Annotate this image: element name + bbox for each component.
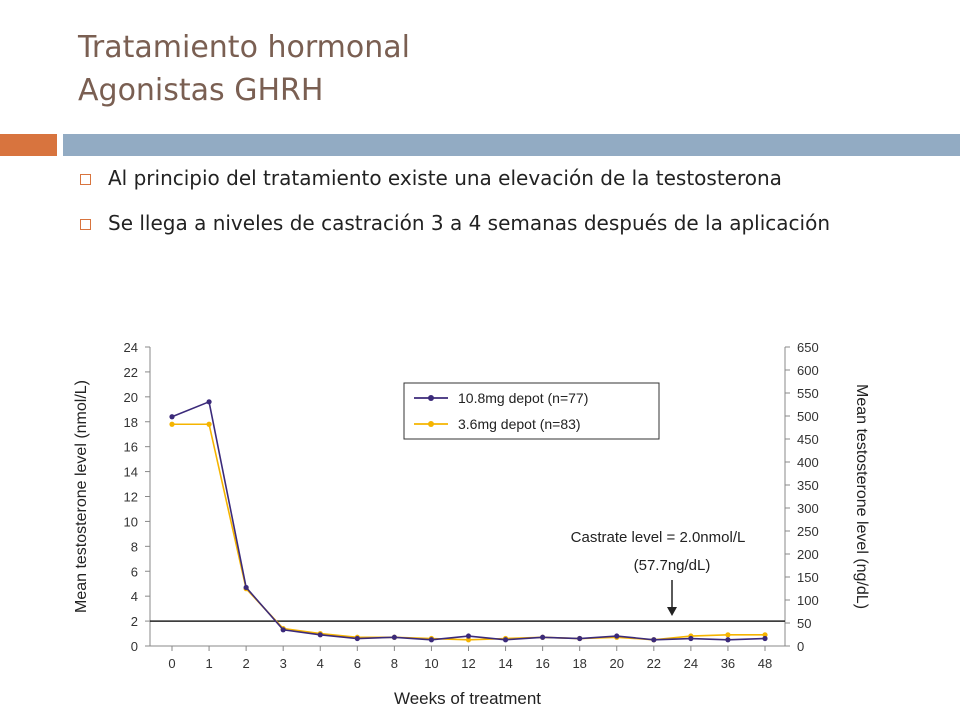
legend-entry-label: 10.8mg depot (n=77): [458, 390, 589, 406]
x-tick-label: 24: [683, 656, 699, 671]
right-tick-label: 500: [797, 409, 819, 424]
right-tick-label: 450: [797, 432, 819, 447]
data-point: [614, 633, 619, 638]
x-tick-label: 14: [498, 656, 513, 671]
x-tick-label: 3: [279, 656, 287, 671]
slide-title: [78, 26, 410, 112]
x-tick-label: 36: [720, 656, 736, 671]
accent-band-blue: [63, 134, 960, 156]
left-tick-label: 8: [130, 539, 138, 555]
right-tick-label: 600: [797, 363, 819, 378]
x-tick-label: 2: [242, 656, 250, 671]
data-point: [725, 632, 730, 637]
x-tick-label: 20: [609, 656, 624, 671]
x-tick-label: 1: [205, 656, 213, 671]
x-tick-label: 8: [390, 656, 398, 671]
left-tick-label: 4: [130, 589, 138, 605]
legend-swatch-marker: [428, 421, 434, 427]
x-tick-label: 0: [168, 656, 176, 671]
data-point: [466, 633, 471, 638]
square-bullet-icon: [80, 219, 91, 230]
data-point: [429, 637, 434, 642]
data-point: [206, 399, 211, 404]
right-tick-label: 100: [797, 593, 819, 608]
left-tick-label: 10: [123, 514, 138, 530]
left-tick-label: 12: [123, 489, 138, 505]
right-tick-label: 400: [797, 455, 819, 470]
bullet-item: [78, 162, 938, 195]
testosterone-chart: [0, 330, 960, 720]
right-tick-label: 650: [797, 340, 819, 355]
right-tick-label: 150: [797, 570, 819, 585]
data-point: [688, 636, 693, 641]
data-point: [725, 637, 730, 642]
left-tick-label: 18: [123, 414, 138, 430]
bullet-text: Se llega a niveles de castración 3 a 4 semanas después de la aplicación: [108, 211, 831, 235]
legend-entry-label: 3.6mg depot (n=83): [458, 416, 581, 432]
data-point: [206, 422, 211, 427]
square-bullet-icon: [80, 174, 91, 185]
data-point: [651, 637, 656, 642]
castrate-annotation-line1: Castrate level = 2.0nmol/L: [570, 529, 746, 546]
right-axis-title: Mean testosterone level (ng/dL): [853, 383, 870, 610]
right-tick-label: 250: [797, 524, 819, 539]
left-tick-label: 0: [130, 639, 138, 654]
x-tick-label: 12: [461, 656, 476, 671]
x-tick-label: 16: [535, 656, 550, 671]
data-point: [318, 632, 323, 637]
data-point: [281, 627, 286, 632]
title-line-2: Agonistas GHRH: [78, 73, 324, 108]
bullet-text: Al principio del tratamiento existe una elevación de la testosterona: [108, 166, 782, 190]
data-point: [503, 637, 508, 642]
right-tick-label: 300: [797, 501, 819, 516]
right-tick-label: 550: [797, 386, 819, 401]
data-point: [169, 414, 174, 419]
data-point: [169, 422, 174, 427]
data-point: [244, 585, 249, 590]
data-point: [355, 636, 360, 641]
left-tick-label: 24: [123, 340, 138, 355]
right-tick-label: 50: [797, 616, 812, 631]
accent-band-orange: [0, 134, 57, 156]
left-tick-label: 14: [123, 464, 138, 480]
x-axis-title: Weeks of treatment: [393, 689, 542, 708]
data-point: [577, 636, 582, 641]
data-point: [762, 636, 767, 641]
x-tick-label: 4: [316, 656, 324, 671]
x-tick-label: 10: [424, 656, 439, 671]
x-tick-label: 6: [353, 656, 361, 671]
left-tick-label: 6: [130, 564, 138, 580]
left-tick-label: 16: [123, 439, 138, 455]
left-tick-label: 2: [130, 614, 138, 630]
x-tick-label: 22: [646, 656, 662, 671]
annotation-arrow-head: [667, 607, 677, 616]
legend-swatch-marker: [428, 395, 434, 401]
data-point: [540, 635, 545, 640]
bullet-list: [78, 162, 938, 252]
data-point: [392, 635, 397, 640]
x-tick-label: 18: [572, 656, 587, 671]
castrate-annotation-line2: (57.7ng/dL): [633, 557, 711, 574]
right-tick-label: 0: [797, 639, 805, 654]
left-tick-label: 20: [123, 389, 138, 405]
x-tick-label: 48: [757, 656, 773, 671]
left-tick-label: 22: [123, 364, 138, 380]
right-tick-label: 350: [797, 478, 819, 493]
left-axis-title: Mean testosterone level (nmol/L): [73, 380, 90, 613]
title-line-1: Tratamiento hormonal: [78, 30, 410, 65]
right-tick-label: 200: [797, 547, 819, 562]
bullet-item: [78, 207, 938, 240]
